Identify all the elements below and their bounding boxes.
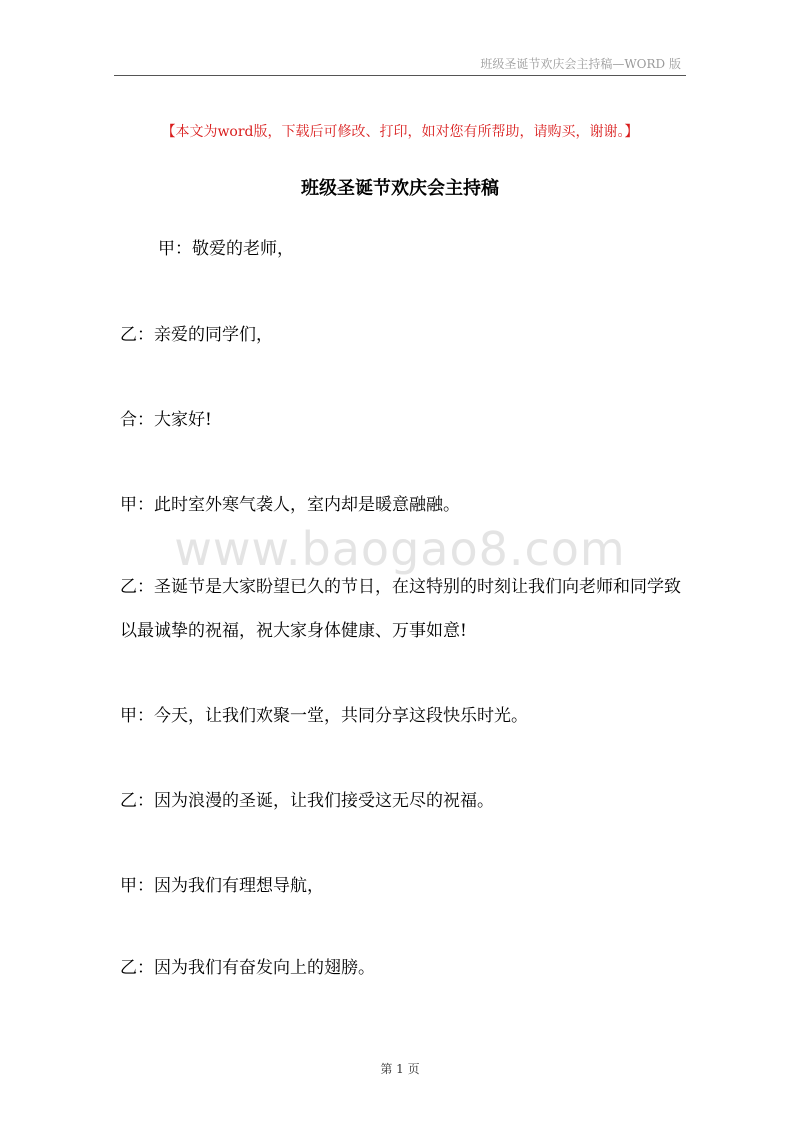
paragraph: 甲：此时室外寒气袭人，室内却是暖意融融。 [120,495,460,515]
paragraph: 乙：圣诞节是大家盼望已久的节日，在这特别的时刻让我们向老师和同学致以最诚挚的祝福，祝大家身体健康、万事如意! [120,577,681,641]
paragraph: 合：大家好! [120,410,212,430]
document-title: 班级圣诞节欢庆会主持稿 [301,178,499,199]
running-header: 班级圣诞节欢庆会主持稿—WORD 版 [480,57,681,71]
watermark: www.baogao8.com [174,522,626,576]
paragraph: 甲：今天，让我们欢聚一堂，共同分享这段快乐时光。 [120,706,528,726]
paragraph: 甲：敬爱的老师， [158,239,294,259]
paragraph: 甲：因为我们有理想导航， [120,876,324,896]
paragraph: 乙：因为我们有奋发向上的翅膀。 [120,958,375,978]
page-number: 第 1 页 [380,1062,420,1076]
paragraph: 乙：因为浪漫的圣诞，让我们接受这无尽的祝福。 [120,791,494,811]
download-notice: 【本文为word版，下载后可修改、打印，如对您有所帮助，请购买，谢谢。】 [161,124,639,140]
header-divider [114,75,686,76]
paragraph: 乙：亲爱的同学们， [120,325,273,345]
